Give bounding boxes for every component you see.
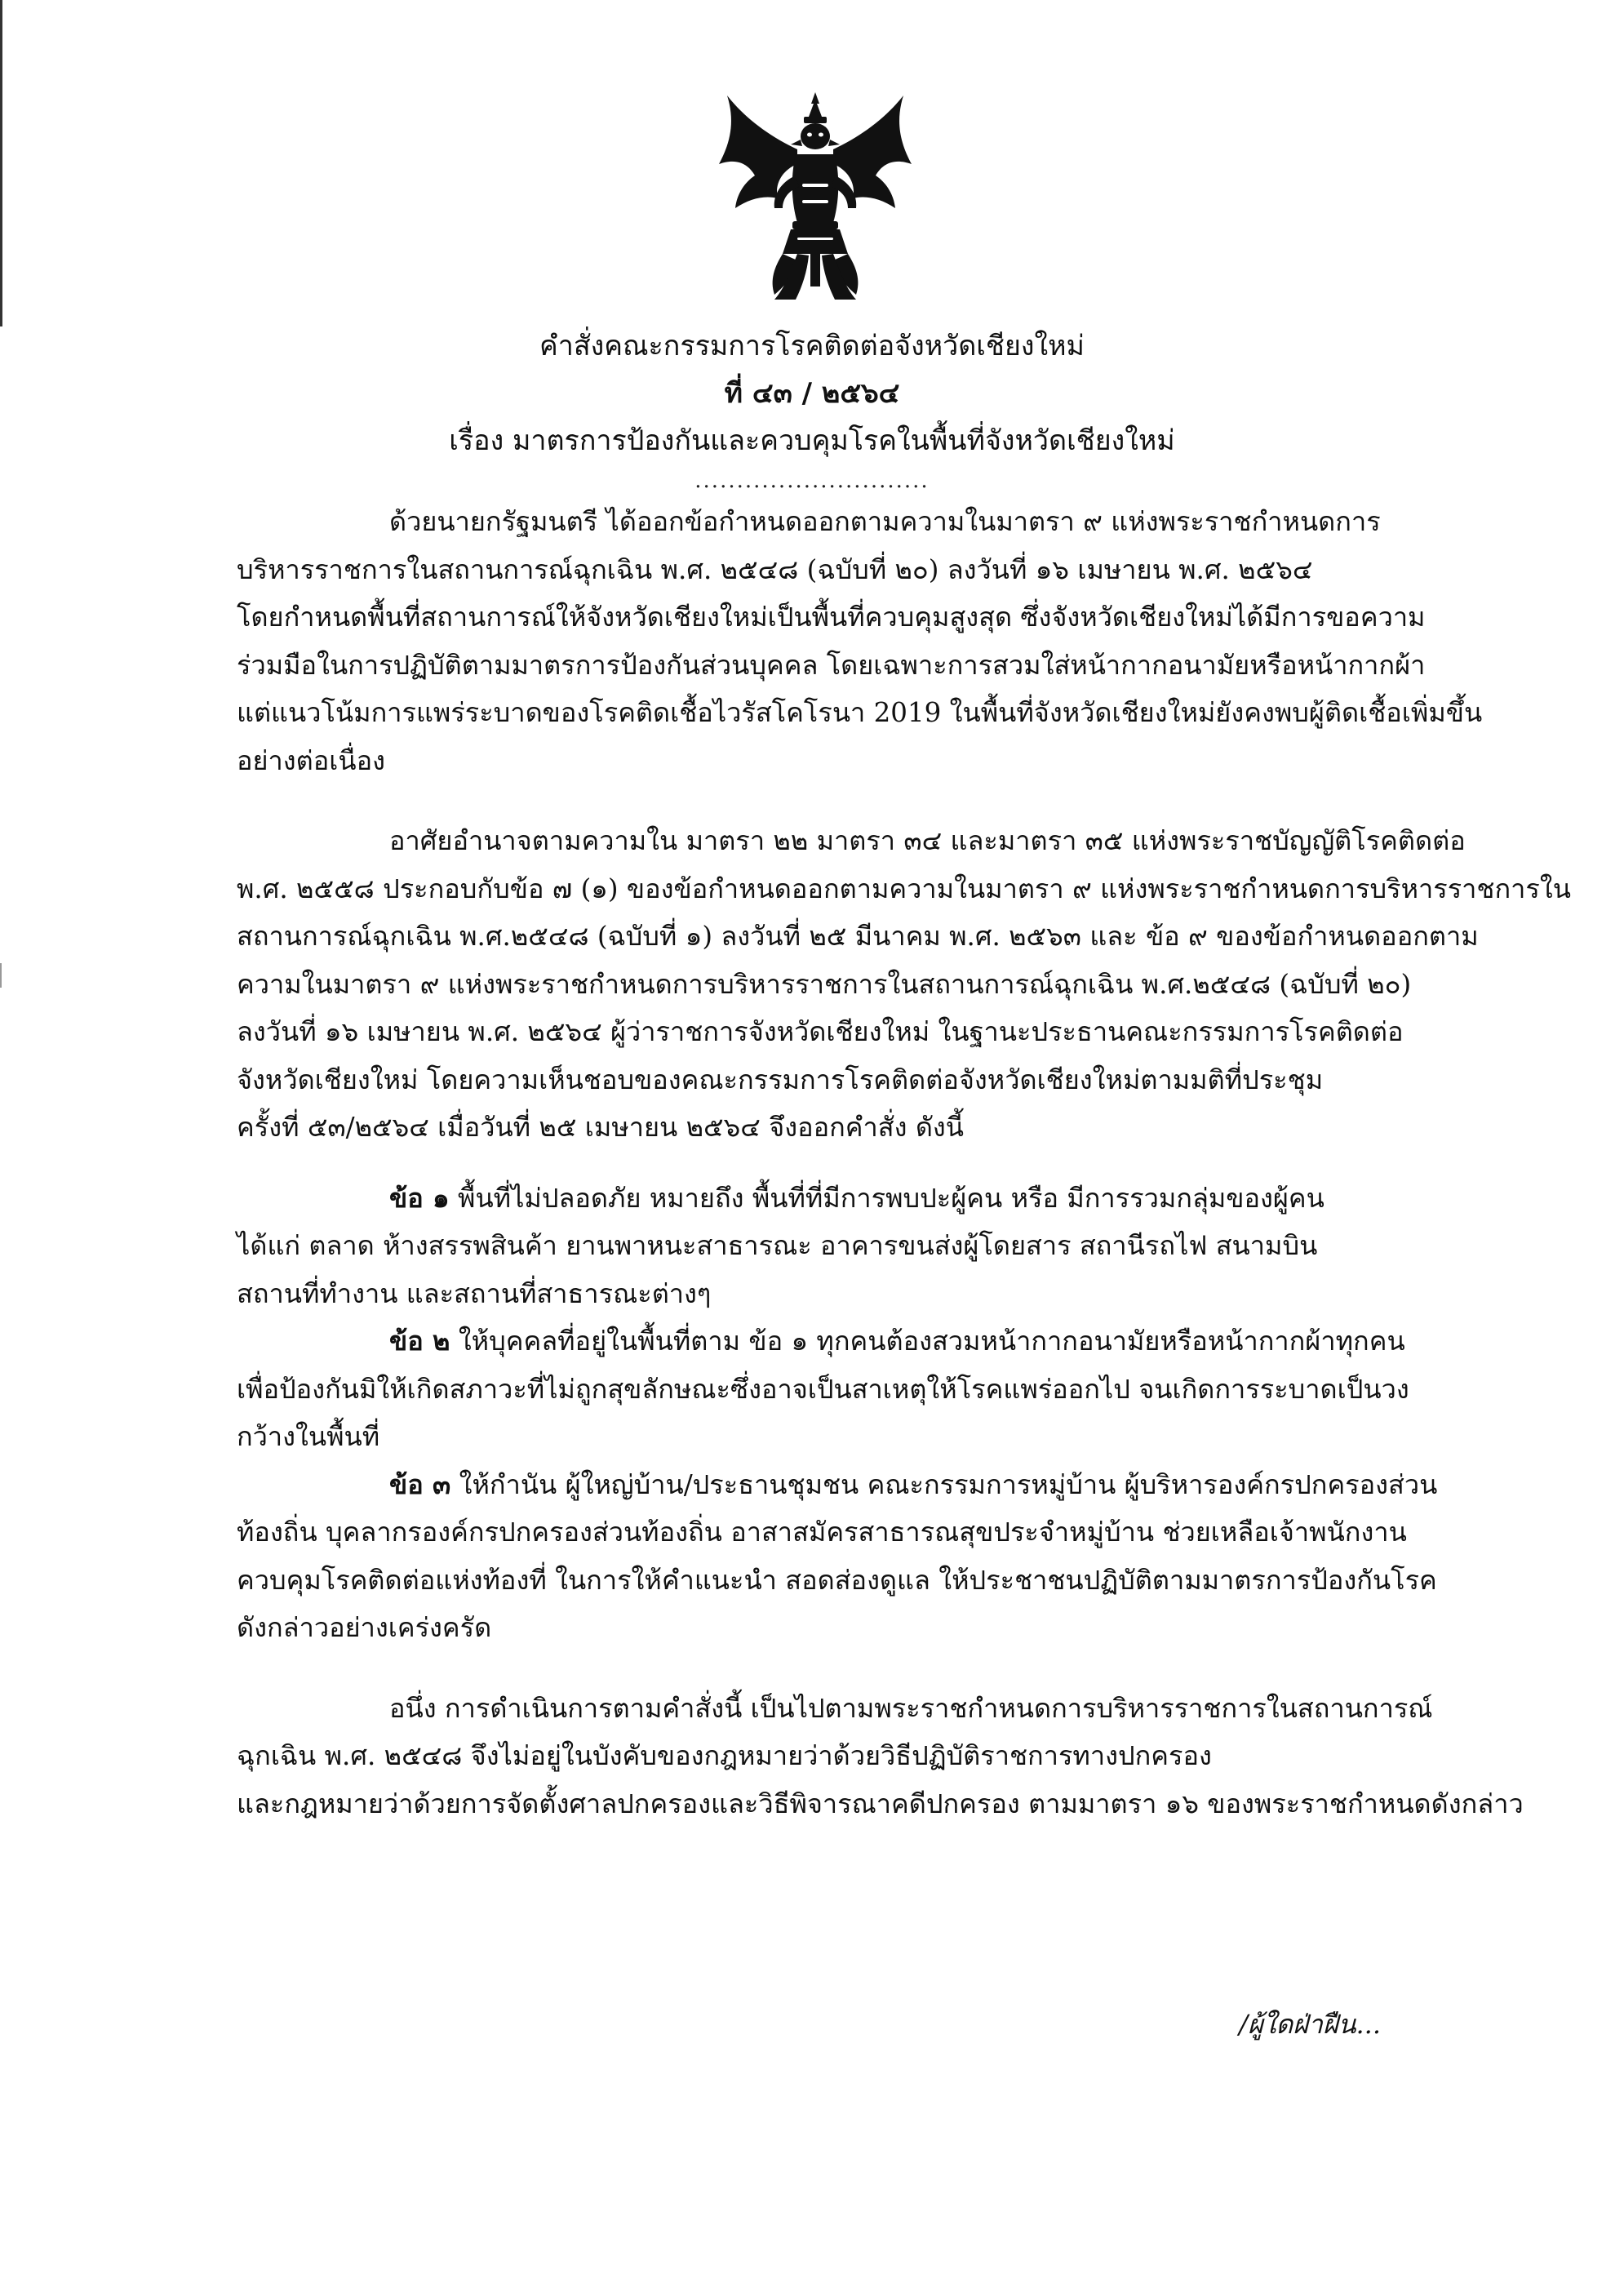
- text-line: ดังกล่าวอย่างเคร่งครัด: [237, 1612, 492, 1643]
- text-line: ท้องถิ่น บุคลากรองค์กรปกครองส่วนท้องถิ่น อาสาสมัครสาธารณสุขประจำหมู่บ้าน ช่วยเหลือเจ้าพนักงาน: [237, 1517, 1407, 1548]
- paragraph-authority: [237, 817, 1571, 1152]
- text-line: พ.ศ. ๒๕๕๘ ประกอบกับข้อ ๗ (๑) ของข้อกำหนดออกตามความในมาตรา ๙ แห่งพระราชกำหนดการบริหารราชการใน: [237, 873, 1571, 904]
- text-line: ร่วมมือในการปฏิบัติตามมาตรการป้องกันส่วนบุคคล โดยเฉพาะการสวมใส่หน้ากากอนามัยหรือหน้ากากผ้า: [237, 649, 1426, 681]
- text-line: อาศัยอำนาจตามความใน มาตรา ๒๒ มาตรา ๓๔ และมาตรา ๓๕ แห่งพระราชบัญญัติโรคติดต่อ: [389, 825, 1466, 856]
- text-line: ลงวันที่ ๑๖ เมษายน พ.ศ. ๒๕๖๔ ผู้ว่าราชการจังหวัดเชียงใหม่ ในฐานะประธานคณะกรรมการโรคติดต่อ: [237, 1016, 1404, 1047]
- clause-text: ให้บุคคลที่อยู่ในพื้นที่ตาม ข้อ ๑ ทุกคนต้องสวมหน้ากากอนามัยหรือหน้ากากผ้าทุกคน: [450, 1326, 1405, 1357]
- clause-text: ให้กำนัน ผู้ใหญ่บ้าน/ประธานชุมชน คณะกรรมการหมู่บ้าน ผู้บริหารองค์กรปกครองส่วน: [450, 1468, 1438, 1500]
- text-line: ควบคุมโรคติดต่อแห่งท้องที่ ในการให้คำแนะนำ สอดส่องดูแล ให้ประชาชนปฏิบัติตามมาตรการป้องกันโรค: [237, 1564, 1437, 1596]
- clause-number: ข้อ ๓: [389, 1468, 451, 1500]
- continuation-marker: /ผู้ใดฝ่าฝืน...: [1239, 2009, 1381, 2040]
- paragraph-closing: [237, 1685, 1524, 1828]
- document-number: ที่ ๔๓ / ๒๕๖๔: [724, 377, 900, 410]
- text-line: ได้แก่ ตลาด ห้างสรรพสินค้า ยานพาหนะสาธารณะ อาคารขนส่งผู้โดยสาร สถานีรถไฟ สนามบิน: [237, 1230, 1318, 1261]
- scan-edge-speck: [0, 963, 2, 988]
- paragraph-preamble: [237, 498, 1483, 784]
- clause-1: [237, 1175, 1383, 1318]
- document-body: [237, 498, 1571, 1828]
- text-line: สถานการณ์ฉุกเฉิน พ.ศ.๒๕๔๘ (ฉบับที่ ๑) ลงวันที่ ๒๕ มีนาคม พ.ศ. ๒๕๖๓ และ ข้อ ๙ ของข้อกำหนดออกตาม: [237, 921, 1479, 952]
- text-line: เพื่อป้องกันมิให้เกิดสภาวะที่ไม่ถูกสุขลักษณะซึ่งอาจเป็นสาเหตุให้โรคแพร่ออกไป จนเกิดการระบาดเป็นวง: [237, 1373, 1409, 1405]
- clause-3: [237, 1461, 1438, 1652]
- document-subject: เรื่อง มาตรการป้องกันและควบคุมโรคในพื้นที่จังหวัดเชียงใหม่: [449, 424, 1175, 457]
- clause-number: ข้อ ๒: [389, 1325, 450, 1357]
- text-line: กว้างในพื้นที่: [237, 1421, 380, 1452]
- text-line: อย่างต่อเนื่อง: [237, 744, 386, 776]
- scan-edge-mark: [0, 0, 2, 326]
- text-line: โดยกำหนดพื้นที่สถานการณ์ให้จังหวัดเชียงใหม่เป็นพื้นที่ควบคุมสูงสุด ซึ่งจังหวัดเชียงใหม่ได้มีการขอความ: [237, 602, 1426, 633]
- text-line: บริหารราชการในสถานการณ์ฉุกเฉิน พ.ศ. ๒๕๔๘ (ฉบับที่ ๒๐) ลงวันที่ ๑๖ เมษายน พ.ศ. ๒๕๖๔: [237, 553, 1313, 585]
- text-line: [237, 1461, 1438, 1509]
- clause-2: [237, 1317, 1409, 1461]
- garuda-emblem-icon: [712, 86, 918, 306]
- document-header: [245, 322, 1379, 497]
- text-line: แต่แนวโน้มการแพร่ระบาดของโรคติดเชื้อไวรัสโคโรนา 2019 ในพื้นที่จังหวัดเชียงใหม่ยังคงพบผู้ติดเชื้อเพิ่มขึ้น: [237, 697, 1483, 728]
- text-line: [237, 1175, 1383, 1223]
- header-separator: ............................: [694, 469, 930, 493]
- text-line: ฉุกเฉิน พ.ศ. ๒๕๔๘ จึงไม่อยู่ในบังคับของกฎหมายว่าด้วยวิธีปฏิบัติราชการทางปกครอง: [237, 1740, 1212, 1771]
- text-line: จังหวัดเชียงใหม่ โดยความเห็นชอบของคณะกรรมการโรคติดต่อจังหวัดเชียงใหม่ตามมติที่ประชุม: [237, 1064, 1324, 1095]
- text-line: [237, 1317, 1405, 1366]
- text-line: ด้วยนายกรัฐมนตรี ได้ออกข้อกำหนดออกตามความในมาตรา ๙ แห่งพระราชกำหนดการ: [389, 506, 1381, 537]
- clause-number: ข้อ ๑: [389, 1181, 450, 1214]
- document-title: คำสั่งคณะกรรมการโรคติดต่อจังหวัดเชียงใหม่: [539, 330, 1085, 362]
- text-line: และกฎหมายว่าด้วยการจัดตั้งศาลปกครองและวิธีพิจารณาคดีปกครอง ตามมาตรา ๑๖ ของพระราชกำหนดดังกล่าว: [237, 1788, 1524, 1819]
- clause-text: พื้นที่ไม่ปลอดภัย หมายถึง พื้นที่ที่มีการพบปะผู้คน หรือ มีการรวมกลุ่มของผู้คน: [449, 1182, 1324, 1214]
- text-line: อนึ่ง การดำเนินการตามคำสั่งนี้ เป็นไปตามพระราชกำหนดการบริหารราชการในสถานการณ์: [389, 1692, 1433, 1724]
- text-line: ความในมาตรา ๙ แห่งพระราชกำหนดการบริหารราชการในสถานการณ์ฉุกเฉิน พ.ศ.๒๕๔๘ (ฉบับที่ ๒๐): [237, 968, 1412, 1000]
- text-line: สถานที่ทำงาน และสถานที่สาธารณะต่างๆ: [237, 1277, 712, 1309]
- text-line: ครั้งที่ ๕๓/๒๕๖๔ เมื่อวันที่ ๒๕ เมษายน ๒๕๖๔ จึงออกคำสั่ง ดังนี้: [237, 1112, 965, 1143]
